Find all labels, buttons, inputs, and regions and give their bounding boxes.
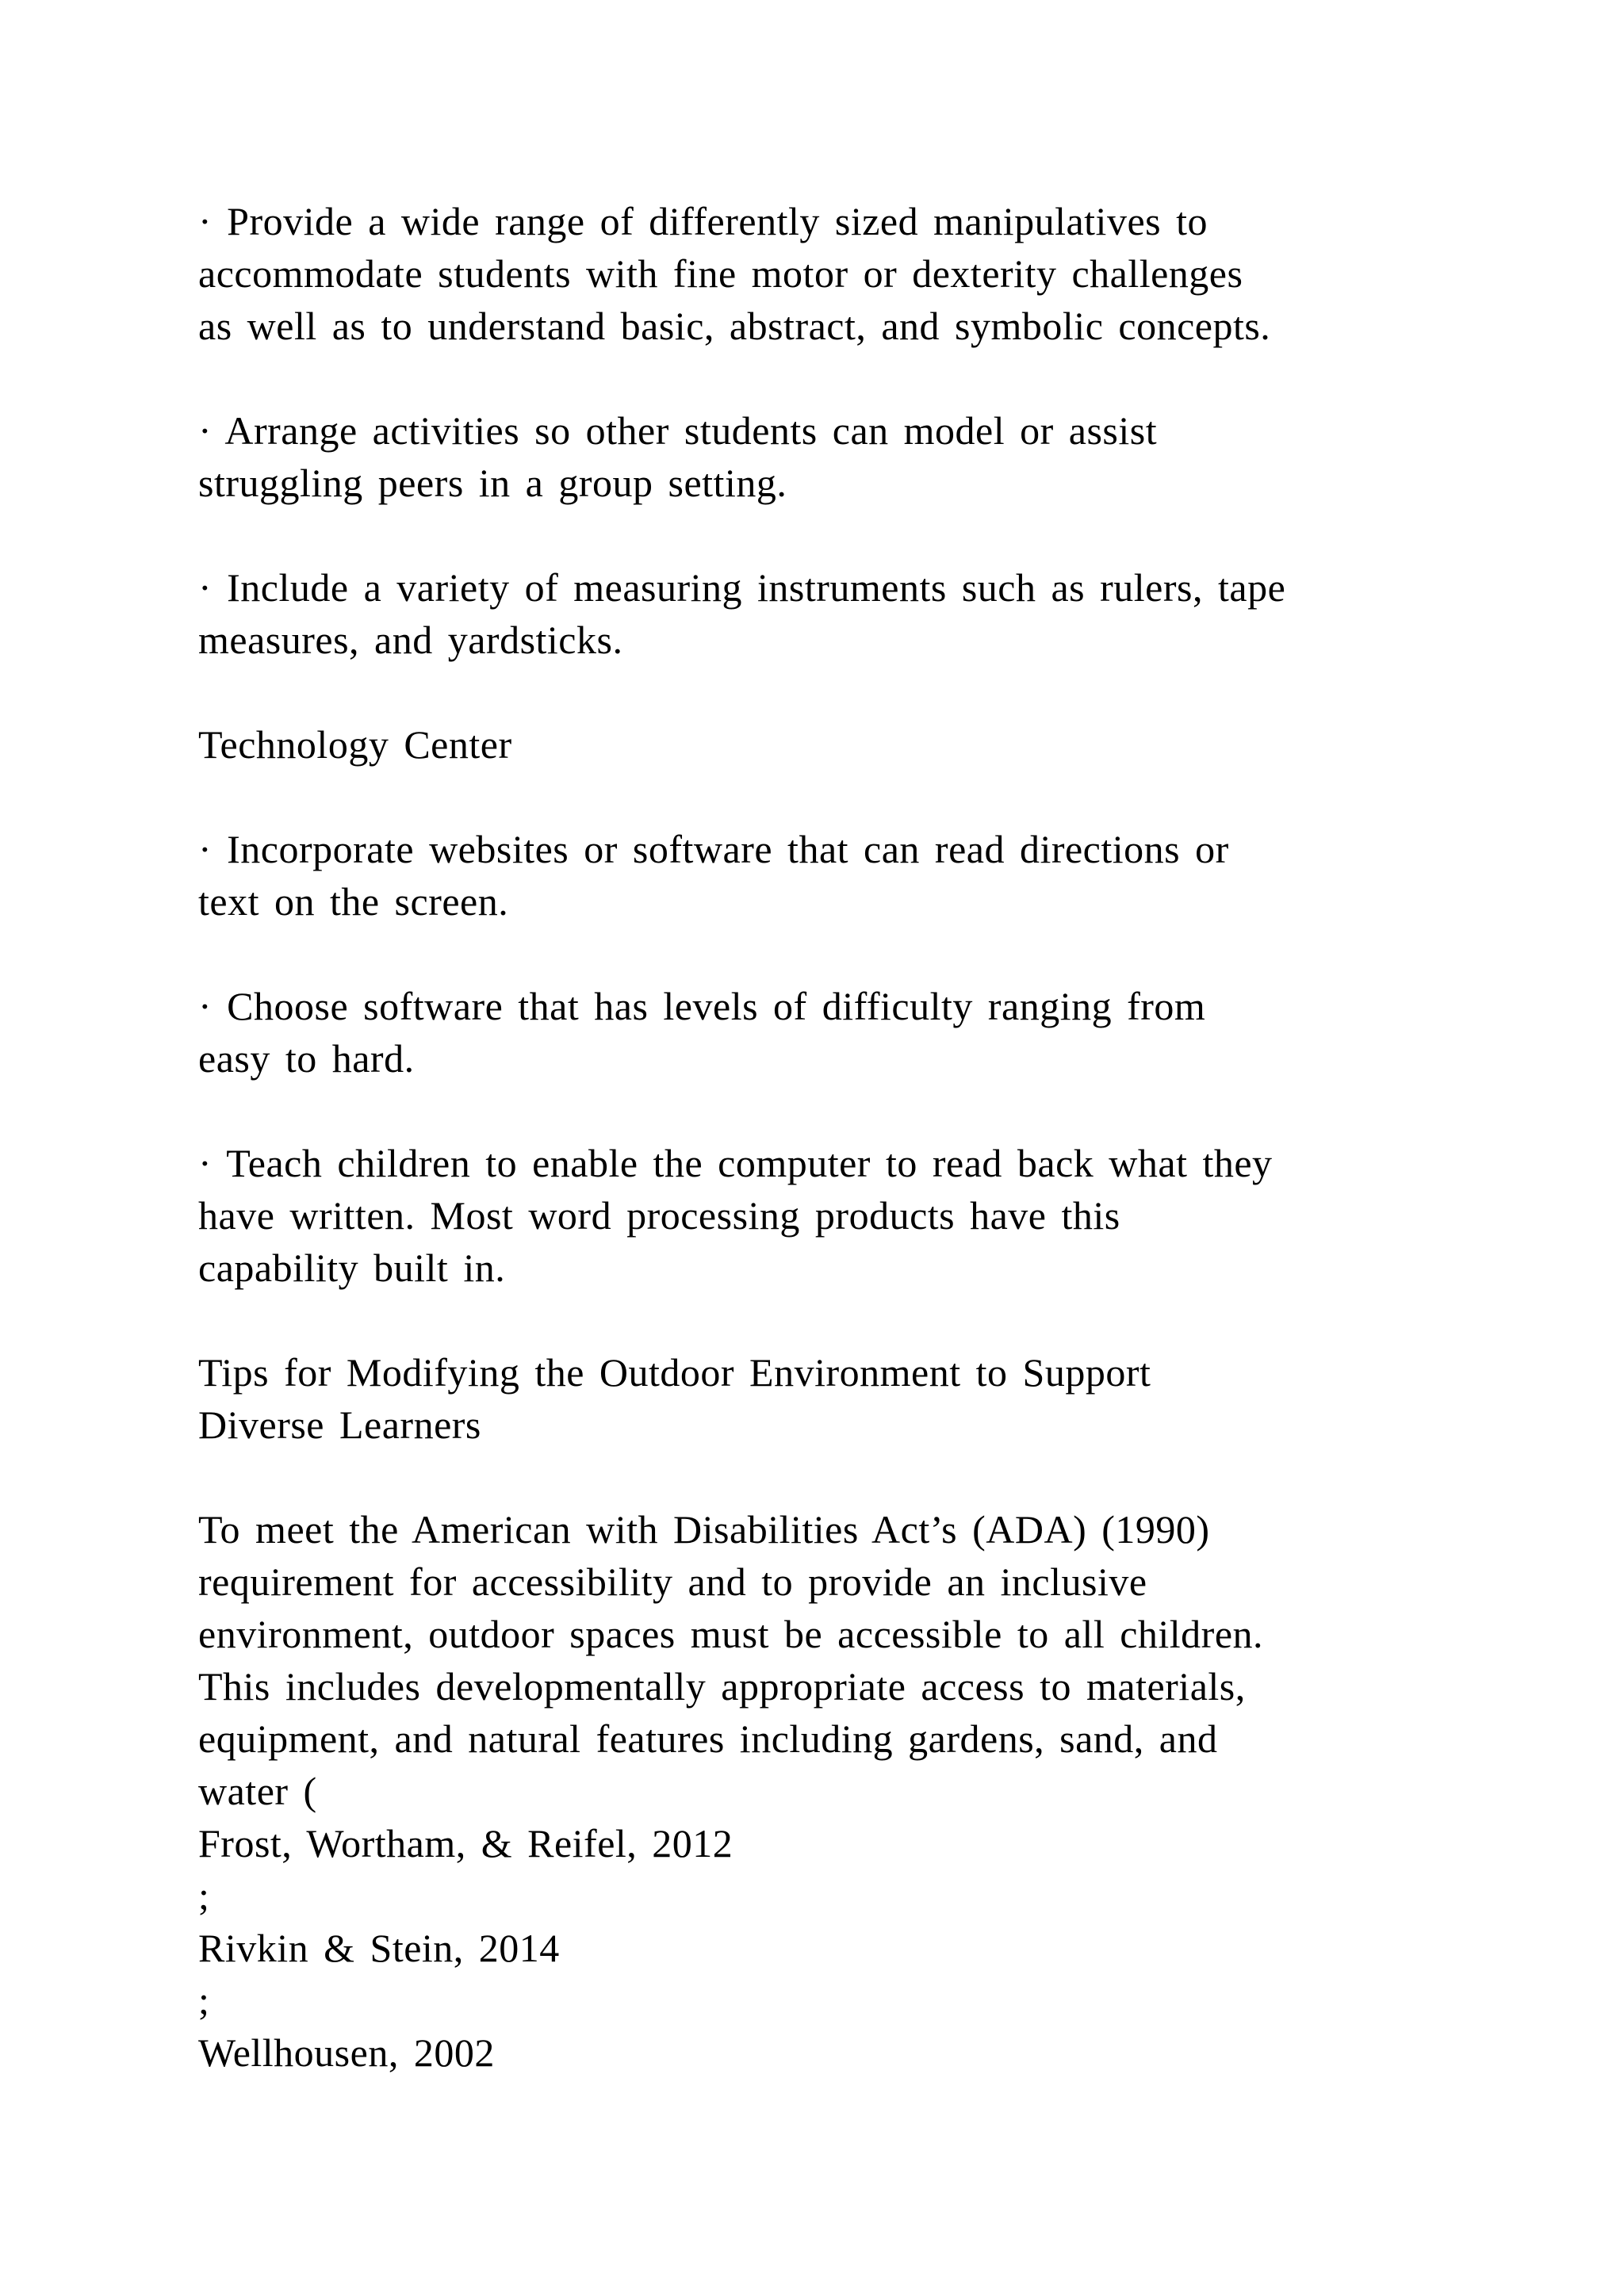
text-line: · Teach children to enable the computer to read back what they <box>198 1141 1273 1185</box>
text-line: This includes developmentally appropriate access to materials, <box>198 1664 1246 1709</box>
text-line: · Incorporate websites or software that can read directions or <box>198 827 1229 871</box>
heading-text: Technology Center <box>198 722 512 767</box>
text-line: · Include a variety of measuring instruments such as rulers, tape <box>198 565 1286 610</box>
text-line: as well as to understand basic, abstract, and symbolic concepts. <box>198 304 1271 348</box>
text-line: accommodate students with fine motor or dexterity challenges <box>198 251 1243 296</box>
outdoor-paragraph <box>198 1503 1435 2079</box>
section-heading-technology <box>198 718 1435 771</box>
text-line: text on the screen. <box>198 879 509 924</box>
bullet-read-back <box>198 1137 1435 1294</box>
bullet-difficulty-levels <box>198 980 1435 1085</box>
text-line: environment, outdoor spaces must be accessible to all children. <box>198 1612 1264 1656</box>
text-line: struggling peers in a group setting. <box>198 461 787 505</box>
text-line: · Arrange activities so other students can model or assist <box>198 408 1158 453</box>
bullet-manipulatives <box>198 195 1435 352</box>
text-line: easy to hard. <box>198 1036 415 1081</box>
citation-line: Wellhousen, 2002 <box>198 2030 495 2075</box>
bullet-read-directions <box>198 823 1435 928</box>
text-line: water ( <box>198 1769 317 1813</box>
document-body <box>198 195 1435 2079</box>
citation-line: Rivkin & Stein, 2014 <box>198 1926 560 1970</box>
citation-separator: ; <box>198 1978 210 2022</box>
citation-line: Frost, Wortham, & Reifel, 2012 <box>198 1821 733 1866</box>
heading-text: Tips for Modifying the Outdoor Environment to Support <box>198 1350 1151 1395</box>
bullet-arrange-activities <box>198 404 1435 509</box>
citation-separator: ; <box>198 1873 210 1918</box>
section-heading-outdoor <box>198 1346 1435 1451</box>
text-line: capability built in. <box>198 1246 506 1290</box>
text-line: · Choose software that has levels of difficulty ranging from <box>198 984 1206 1028</box>
text-line: requirement for accessibility and to provide an inclusive <box>198 1559 1147 1604</box>
text-line: measures, and yardsticks. <box>198 618 623 662</box>
text-line: have written. Most word processing products have this <box>198 1193 1120 1238</box>
text-line: · Provide a wide range of differently sized manipulatives to <box>198 199 1208 243</box>
text-line: equipment, and natural features including gardens, sand, and <box>198 1716 1218 1761</box>
heading-text: Diverse Learners <box>198 1402 481 1447</box>
bullet-measuring-instruments <box>198 561 1435 666</box>
text-line: To meet the American with Disabilities Act’s (ADA) (1990) <box>198 1507 1210 1552</box>
